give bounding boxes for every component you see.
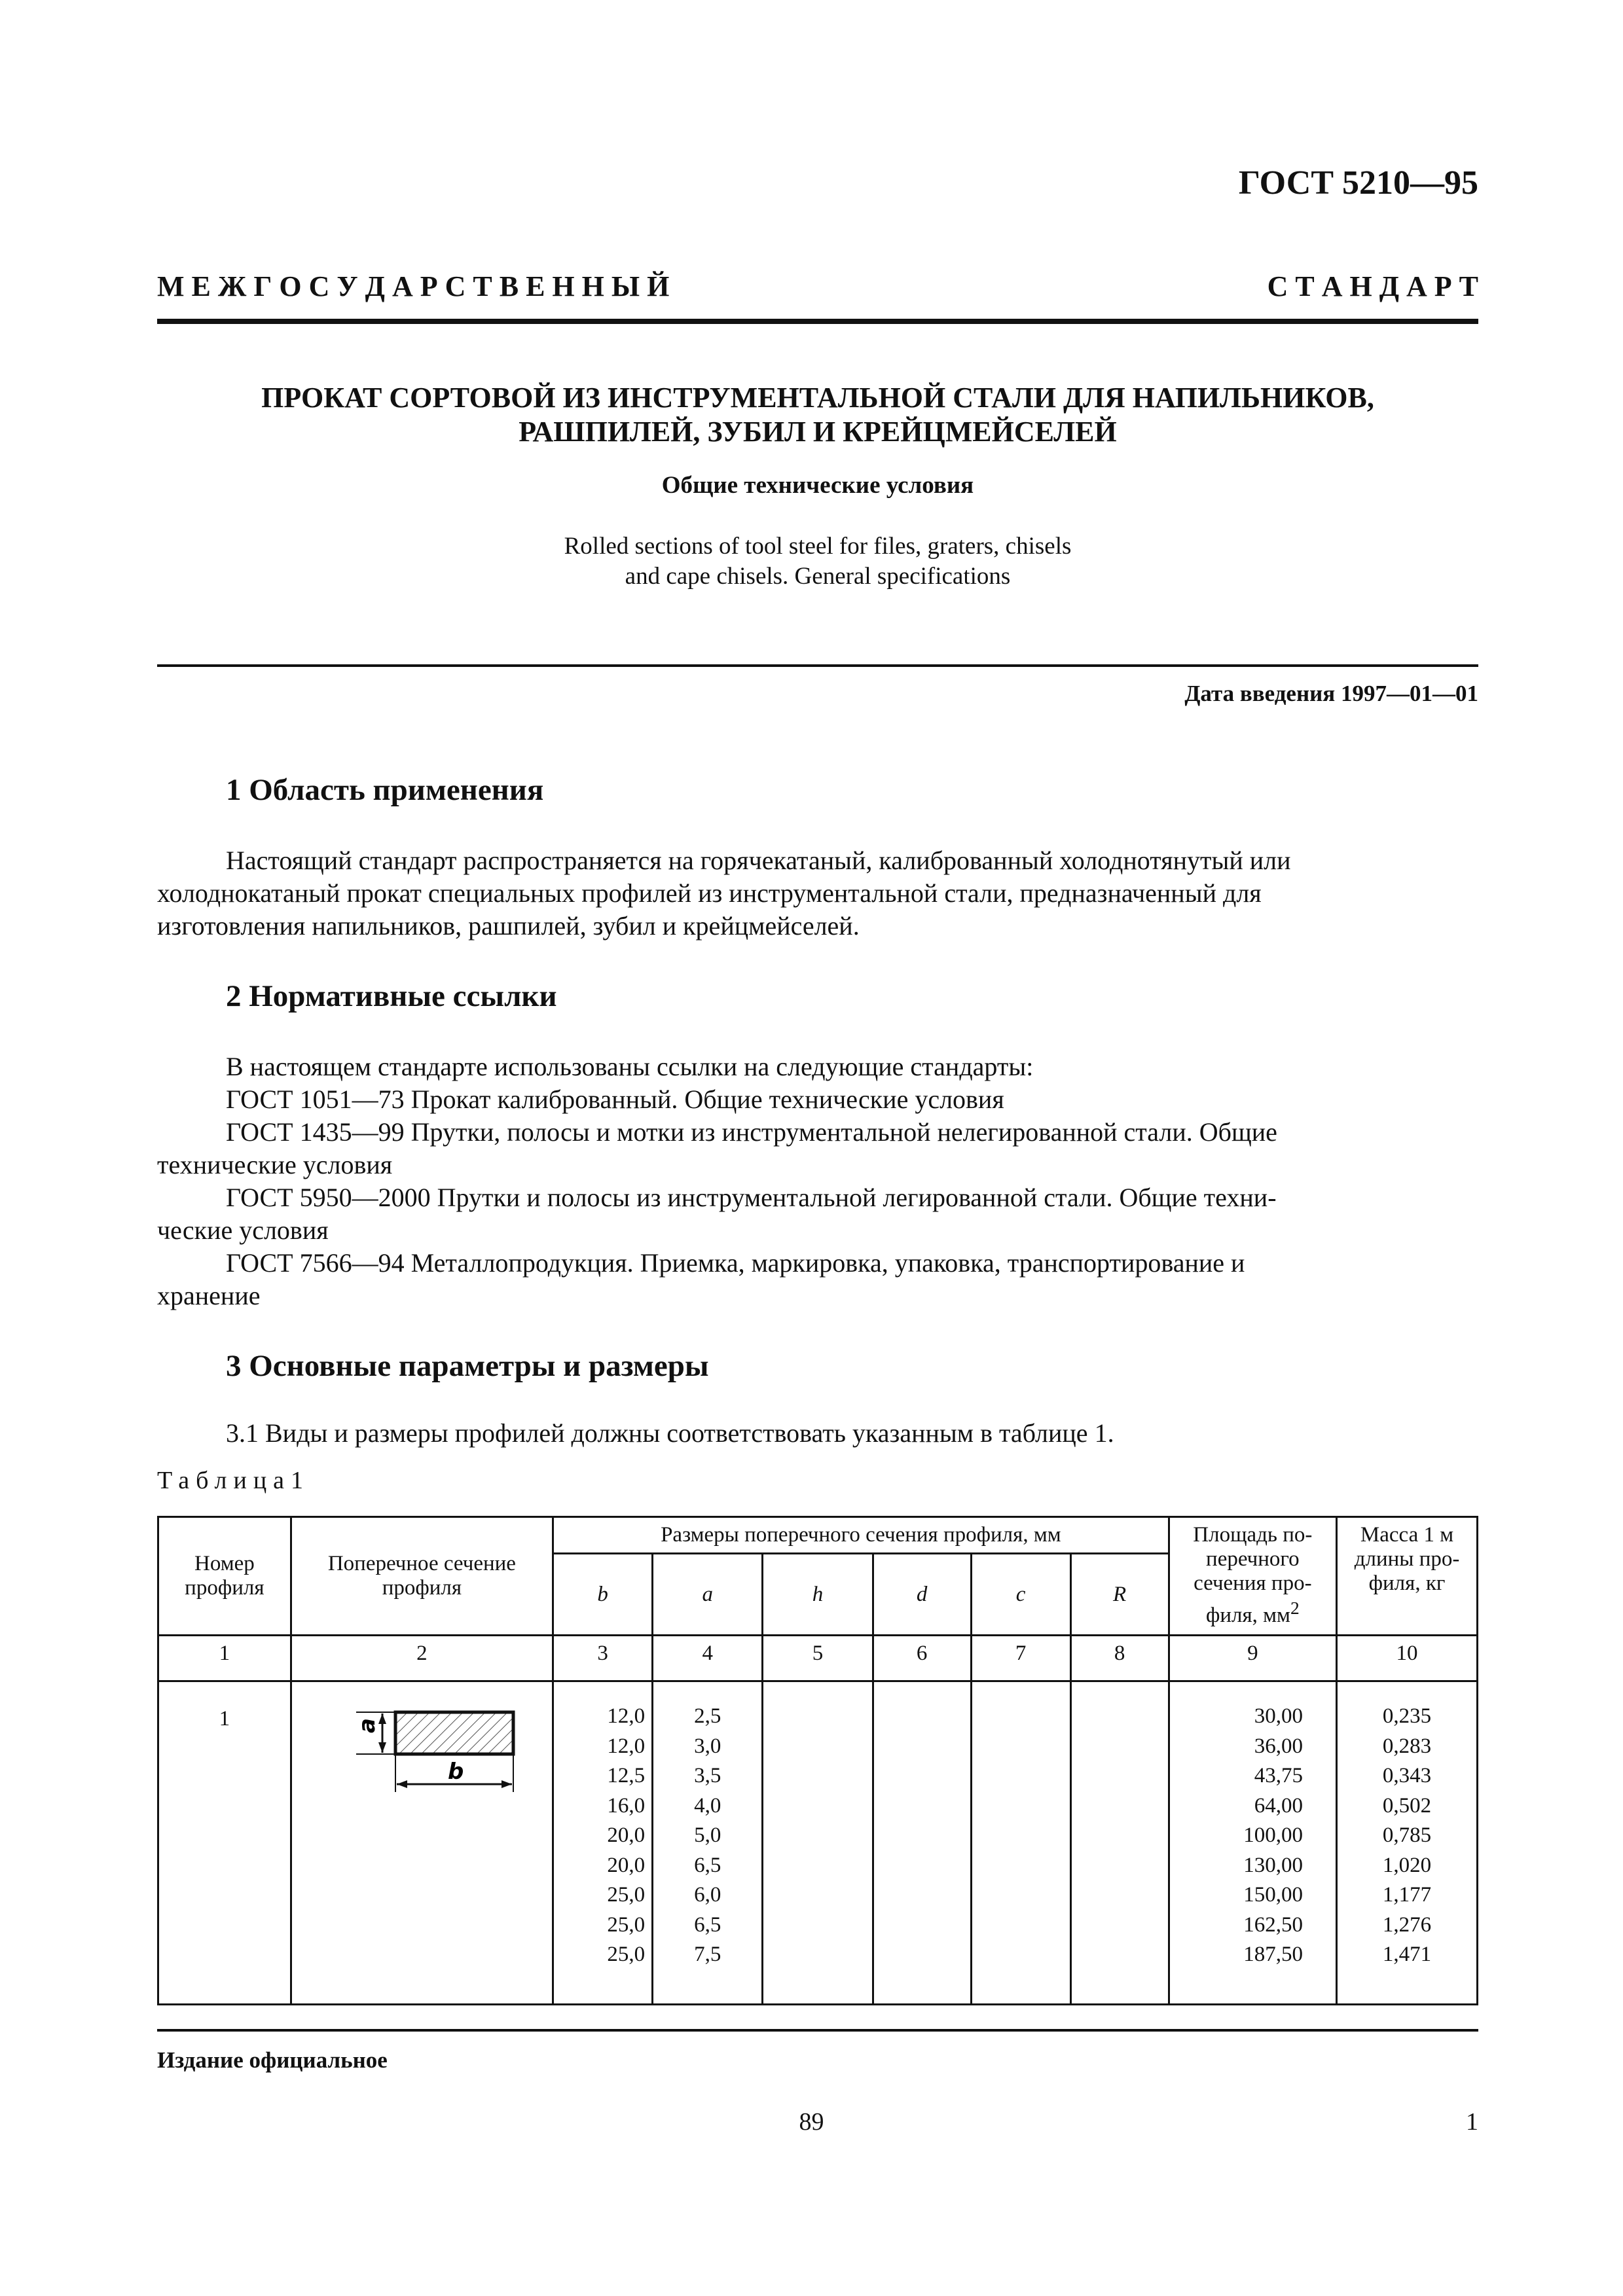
a-value: 3,0 xyxy=(694,1734,721,1758)
cross-section-figure-cell xyxy=(291,1681,553,2005)
footer-rule xyxy=(157,2029,1478,2032)
b-value: 25,0 xyxy=(607,1883,646,1907)
d-values-cell xyxy=(873,1681,971,2005)
col-number: 2 xyxy=(291,1636,553,1681)
area-value: 100,00 xyxy=(1243,1823,1304,1847)
page-sequence-number: 1 xyxy=(1466,2108,1478,2136)
document-title xyxy=(157,381,1478,449)
mass-value: 1,276 xyxy=(1382,1912,1432,1937)
paragraph-3-1: 3.1 Виды и размеры профилей должны соответствовать указанным в таблице 1. xyxy=(226,1418,1114,1448)
header-area-unit-sup: 2 xyxy=(1290,1598,1300,1618)
section-3-heading: 3 Основные параметры и размеры xyxy=(226,1349,709,1383)
dimension-a-label: a xyxy=(354,1718,381,1733)
header-d: d xyxy=(873,1554,971,1636)
col-number: 3 xyxy=(553,1636,653,1681)
area-value: 187,50 xyxy=(1243,1943,1304,1966)
ref-gost-1051: ГОСТ 1051—73 Прокат калиброванный. Общие технические условия xyxy=(226,1085,1004,1114)
b-value: 25,0 xyxy=(607,1943,646,1966)
document-subtitle: Общие технические условия xyxy=(661,472,974,499)
ref-gost-5950-b: ческие условия xyxy=(157,1215,329,1245)
mass-value: 1,020 xyxy=(1382,1853,1432,1877)
table-data-row xyxy=(158,1681,1478,2005)
col-number: 4 xyxy=(653,1636,763,1681)
header-area xyxy=(1169,1517,1336,1636)
area-value: 64,00 xyxy=(1254,1793,1304,1818)
title-line-1: ПРОКАТ СОРТОВОЙ ИЗ ИНСТРУМЕНТАЛЬНОЙ СТАЛИ ДЛЯ НАПИЛЬНИКОВ, xyxy=(261,382,1374,414)
interstate-label: М Е Ж Г О С У Д А Р С Т В Е Н Н Ы Й xyxy=(157,270,670,302)
col-number: 1 xyxy=(158,1636,291,1681)
header-R: R xyxy=(1070,1554,1169,1636)
table-header-row-1 xyxy=(158,1517,1478,1554)
table-column-numbers-row xyxy=(158,1636,1478,1681)
standard-label: С Т А Н Д А Р Т xyxy=(1267,270,1478,302)
section-1-line-2: холоднокатаный прокат специальных профилей из инструментальной стали, предназначенный для xyxy=(157,878,1262,908)
section-2-heading: 2 Нормативные ссылки xyxy=(226,979,557,1013)
mass-value: 0,502 xyxy=(1382,1793,1432,1818)
a-value: 6,5 xyxy=(694,1853,721,1877)
english-title-line-1: Rolled sections of tool steel for files, graters, chisels xyxy=(564,533,1072,560)
refs-intro: В настоящем стандарте использованы ссылки на следующие стандарты: xyxy=(226,1052,1034,1081)
interstate-standard-banner xyxy=(157,270,1478,303)
mass-value: 0,785 xyxy=(1382,1823,1432,1847)
section-1-heading: 1 Область применения xyxy=(226,773,544,807)
b-value: 12,0 xyxy=(607,1734,646,1758)
a-value: 2,5 xyxy=(694,1704,721,1728)
col-number: 10 xyxy=(1337,1636,1478,1681)
b-value: 16,0 xyxy=(607,1793,646,1818)
header-h: h xyxy=(763,1554,873,1636)
english-title xyxy=(157,531,1478,592)
area-values-cell xyxy=(1169,1681,1336,2005)
area-value: 150,00 xyxy=(1243,1883,1304,1907)
col-number: 6 xyxy=(873,1636,971,1681)
ref-gost-7566-b: хранение xyxy=(157,1281,261,1310)
ref-gost-5950-a: ГОСТ 5950—2000 Прутки и полосы из инструментальной легированной стали. Общие техни- xyxy=(226,1183,1277,1212)
table-caption: Таблица1 xyxy=(157,1467,310,1494)
header-area-label: Площадь по-перечного сечения про-филя, мм xyxy=(1193,1523,1313,1627)
header-section-dimensions: Размеры поперечного сечения профиля, мм xyxy=(553,1517,1169,1554)
h-values-cell xyxy=(763,1681,873,2005)
a-value: 5,0 xyxy=(694,1823,721,1847)
dimension-b-label: b xyxy=(448,1759,464,1785)
document-code: ГОСТ 5210—95 xyxy=(1238,164,1478,202)
header-mass: Масса 1 м длины про-филя, кг xyxy=(1337,1517,1478,1636)
mass-value: 0,343 xyxy=(1382,1764,1432,1787)
mass-value: 0,283 xyxy=(1382,1734,1432,1758)
b-value: 25,0 xyxy=(607,1912,646,1937)
header-b: b xyxy=(553,1554,653,1636)
section-1-line-3: изготовления напильников, рашпилей, зубил и крейцмейселей. xyxy=(157,911,860,941)
ref-gost-1435-a: ГОСТ 1435—99 Прутки, полосы и мотки из инструментальной нелегированной стали. Общие xyxy=(226,1117,1277,1147)
R-values-cell xyxy=(1070,1681,1169,2005)
c-values-cell xyxy=(971,1681,1070,2005)
b-value: 12,5 xyxy=(607,1764,646,1787)
b-value: 12,0 xyxy=(607,1704,646,1728)
profile-number-cell: 1 xyxy=(158,1681,291,2005)
b-value: 20,0 xyxy=(607,1823,646,1847)
col-number: 7 xyxy=(971,1636,1070,1681)
official-edition-label: Издание официальное xyxy=(157,2047,388,2073)
area-value: 162,50 xyxy=(1243,1912,1304,1937)
title-line-2: РАШПИЛЕЙ, ЗУБИЛ И КРЕЙЦМЕЙСЕЛЕЙ xyxy=(519,416,1117,448)
b-value: 20,0 xyxy=(607,1853,646,1877)
page-number: 89 xyxy=(799,2108,824,2136)
col-number: 9 xyxy=(1169,1636,1336,1681)
col-number: 5 xyxy=(763,1636,873,1681)
a-value: 3,5 xyxy=(694,1764,721,1787)
b-values-cell xyxy=(553,1681,653,2005)
rectangle-profile-figure xyxy=(323,1707,520,1799)
mass-value: 0,235 xyxy=(1382,1704,1432,1728)
a-value: 7,5 xyxy=(694,1943,721,1966)
section-1-line-1: Настоящий стандарт распространяется на горячекатаный, калиброванный холоднотянутый или xyxy=(226,846,1291,875)
mass-value: 1,177 xyxy=(1382,1883,1432,1907)
ref-gost-7566-a: ГОСТ 7566—94 Металлопродукция. Приемка, маркировка, упаковка, транспортирование и xyxy=(226,1248,1245,1278)
section-2-body xyxy=(157,1050,1478,1312)
header-cross-section: Поперечное сечение профиля xyxy=(291,1517,553,1636)
area-value: 30,00 xyxy=(1254,1704,1304,1728)
a-value: 4,0 xyxy=(694,1793,721,1818)
mass-value: 1,471 xyxy=(1382,1943,1432,1966)
area-value: 130,00 xyxy=(1243,1853,1304,1877)
section-1-body xyxy=(157,844,1478,942)
mass-values-cell xyxy=(1337,1681,1478,2005)
a-values-cell xyxy=(653,1681,763,2005)
introduction-date: Дата введения 1997—01—01 xyxy=(1184,681,1478,706)
section-3-body xyxy=(157,1417,1478,1450)
a-value: 6,0 xyxy=(694,1883,721,1907)
a-value: 6,5 xyxy=(694,1912,721,1937)
table-1 xyxy=(157,1516,1478,2005)
english-title-line-2: and cape chisels. General specifications xyxy=(625,563,1011,590)
hatched-rect-section xyxy=(395,1712,513,1754)
title-rule xyxy=(157,664,1478,667)
area-value: 36,00 xyxy=(1254,1734,1304,1758)
header-c: c xyxy=(971,1554,1070,1636)
header-rule xyxy=(157,319,1478,324)
header-profile-number: Номер профиля xyxy=(158,1517,291,1636)
area-value: 43,75 xyxy=(1254,1764,1304,1787)
col-number: 8 xyxy=(1070,1636,1169,1681)
header-a: a xyxy=(653,1554,763,1636)
ref-gost-1435-b: технические условия xyxy=(157,1150,393,1179)
